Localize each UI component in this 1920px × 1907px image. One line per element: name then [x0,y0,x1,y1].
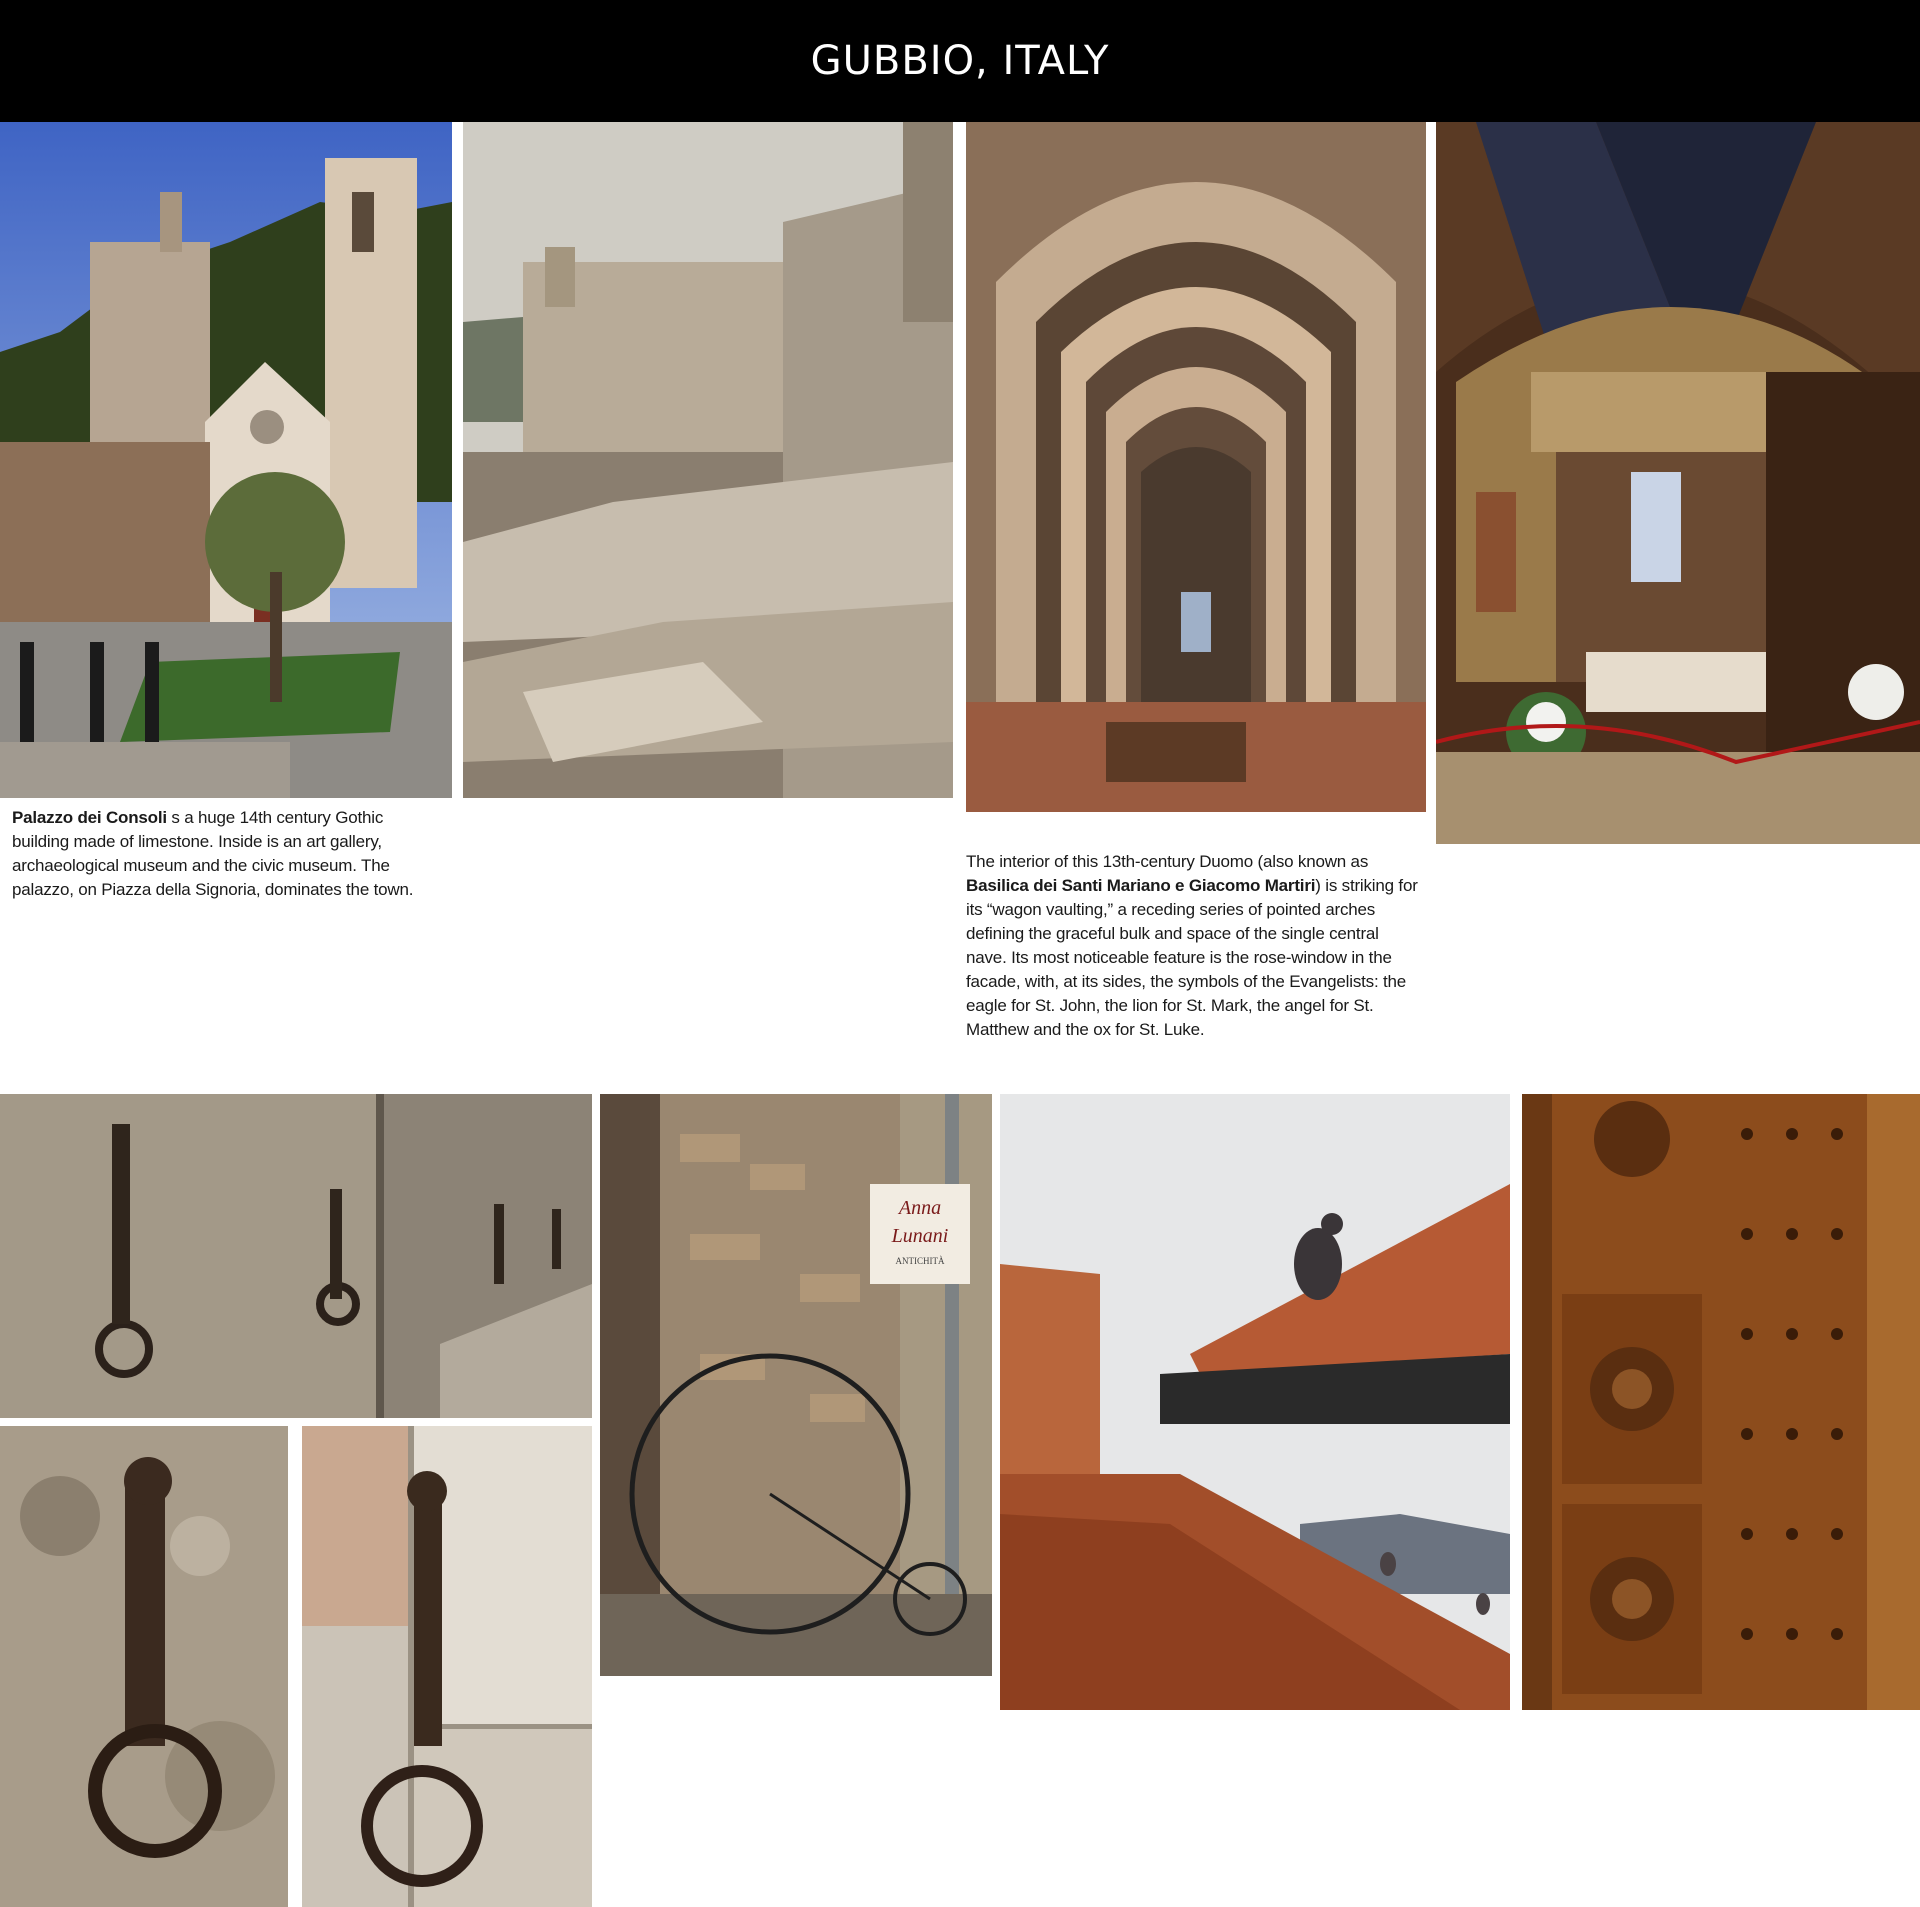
caption-duomo-name: Basilica dei Santi Mariano e Giacomo Martiri [966,876,1316,895]
shop-sign-line3: ANTICHITÀ [895,1256,945,1266]
page-title: GUBBIO, ITALY [810,38,1110,84]
caption-duomo-text: ) is striking for its “wagon vaulting,” a receding series of pointed arches defining the graceful bulk and space of the single central nave. Its most noticeable feature is the rose-window in the facade, with, at its sides, the symbols of the Evangelists: the eagle for St. John, the lion for St. Mark, the angel for St. Matthew and the ox for St. Luke. [966,876,1418,1039]
caption-palazzo [12,806,444,902]
photo-penny-farthing [600,1094,992,1676]
photo-eagle-ring [0,1426,288,1907]
caption-palazzo-text: s a huge 14th century Gothic building made of limestone. Inside is an art gallery, archaeological museum and the civic museum. The palazzo, on Piazza della Signoria, dominates the town. [12,808,414,899]
photo-frescoed-apse [1436,122,1920,844]
photo-palazzo-piazza [0,122,452,798]
photo-wooden-door [1522,1094,1920,1710]
caption-palazzo-name: Palazzo dei Consoli [12,808,167,827]
caption-duomo-lead: The interior of this 13th-century Duomo (also known as [966,852,1369,871]
shop-sign-line2: Lunani [891,1225,949,1247]
photo-iron-rings-wall [0,1094,592,1418]
caption-duomo [966,850,1418,1042]
photo-horse-ring [302,1426,592,1907]
shop-sign-line1: Anna [898,1197,942,1219]
photo-stone-steps [463,122,953,798]
photo-pigeon-rooftop [1000,1094,1510,1710]
photo-duomo-nave [966,122,1426,812]
title-banner [0,0,1920,122]
